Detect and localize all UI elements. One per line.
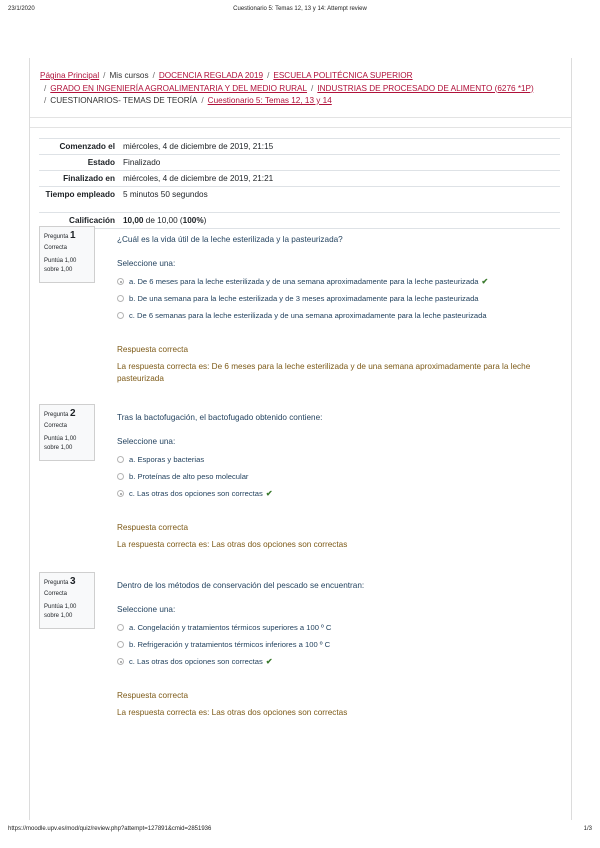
question-number: 3: [70, 576, 76, 587]
answer-option-3b[interactable]: [117, 636, 562, 653]
grade-close: ): [203, 216, 207, 225]
breadcrumb-course-link[interactable]: INDUSTRIAS DE PROCESADO DE ALIMENTO (6276 *1P): [317, 83, 534, 93]
question-content-3: [117, 580, 562, 719]
check-icon: ✔: [265, 489, 273, 498]
question-text-3: Dentro de los métodos de conservación del pescado se encuentran:: [117, 581, 365, 590]
answer-text: a. Esporas y bacterias: [129, 455, 205, 464]
breadcrumb-home-link[interactable]: Página Principal: [40, 71, 100, 80]
breadcrumb-separator: /: [44, 83, 47, 93]
radio-icon[interactable]: [117, 312, 124, 319]
print-page-number: 1/3: [583, 826, 592, 832]
question-number-3: [44, 577, 90, 588]
breadcrumb: [40, 70, 560, 108]
breadcrumb-separator: /: [267, 71, 270, 80]
print-title: Cuestionario 5: Temas 12, 13 y 14: Attempt review: [233, 6, 367, 12]
radio-icon[interactable]: [117, 624, 124, 631]
answer-option-2a[interactable]: [117, 451, 562, 468]
summary-row-started: [39, 139, 560, 155]
feedback-status-2: Respuesta correcta: [117, 523, 188, 532]
question-grade-1: Puntúa 1,00 sobre 1,00: [44, 258, 77, 273]
radio-icon[interactable]: [117, 473, 124, 480]
radio-icon[interactable]: [117, 295, 124, 302]
question-info-1: [39, 226, 95, 283]
attempt-summary-table: [39, 138, 560, 229]
answer-option-2c[interactable]: [117, 485, 562, 502]
answer-text: b. Proteínas de alto peso molecular: [129, 472, 249, 481]
answer-option-2b[interactable]: [117, 468, 562, 485]
radio-icon[interactable]: [117, 278, 124, 285]
print-header: [8, 6, 592, 18]
breadcrumb-separator: /: [311, 83, 314, 93]
answer-option-1b[interactable]: [117, 290, 562, 307]
print-footer: [8, 826, 592, 836]
breadcrumb-grado-link[interactable]: GRADO EN INGENIERÍA AGROALIMENTARIA Y DEL MEDIO RURAL: [50, 83, 308, 93]
breadcrumb-separator: /: [103, 71, 106, 80]
question-label: Pregunta: [44, 234, 69, 240]
answer-text: b. De una semana para la leche esterilizada y de 3 meses aproximadamente para la leche pasteurizada: [129, 294, 479, 303]
radio-icon[interactable]: [117, 641, 124, 648]
page-frame-right: [571, 58, 572, 820]
question-grade-3: Puntúa 1,00 sobre 1,00: [44, 604, 77, 619]
right-answer-1: La respuesta correcta es: De 6 meses para la leche esterilizada y de una semana aproximadamente para la leche pasteurizada: [117, 361, 531, 383]
breadcrumb-separator: /: [44, 96, 47, 105]
started-value: miércoles, 4 de diciembre de 2019, 21:15: [119, 139, 560, 155]
answer-prompt-2: Seleccione una:: [117, 437, 176, 446]
answer-option-1c[interactable]: [117, 307, 562, 324]
answer-text: a. Congelación y tratamientos térmicos superiores a 100 º C: [129, 623, 332, 632]
answer-option-3a[interactable]: [117, 619, 562, 636]
state-label: Estado: [39, 155, 119, 171]
breadcrumb-escuela-link[interactable]: ESCUELA POLITÉCNICA SUPERIOR: [273, 71, 413, 80]
grade-percent: 100%: [182, 216, 204, 225]
right-answer-3: La respuesta correcta es: Las otras dos opciones son correctas: [117, 707, 348, 717]
question-formulation-2: [117, 412, 562, 502]
grade-value-cell: [119, 213, 560, 229]
answer-text: c. De 6 semanas para la leche esterilizada y de una semana aproximadamente para la leche pasteurizada: [129, 311, 487, 320]
answer-prompt-3: Seleccione una:: [117, 605, 176, 614]
question-number: 2: [70, 408, 76, 419]
summary-row-finished: [39, 171, 560, 187]
question-number: 1: [70, 230, 76, 241]
summary-row-state: [39, 155, 560, 171]
grade-value: 10,00: [123, 216, 144, 225]
question-feedback-1: [117, 344, 562, 386]
answer-prompt-1: Seleccione una:: [117, 259, 176, 268]
breadcrumb-separator: /: [152, 71, 155, 80]
check-icon: ✔: [481, 277, 489, 286]
radio-icon[interactable]: [117, 658, 124, 665]
question-state-2: Correcta: [44, 423, 68, 429]
grade-rest: de 10,00 (: [143, 216, 183, 225]
feedback-status-3: Respuesta correcta: [117, 691, 188, 700]
question-label: Pregunta: [44, 580, 69, 586]
answer-text: c. Las otras dos opciones son correctas: [129, 657, 263, 666]
grade-label: Calificación: [39, 213, 119, 229]
breadcrumb-my-courses[interactable]: Mis cursos: [109, 71, 149, 80]
answer-text: b. Refrigeración y tratamientos térmicos inferiores a 100 º C: [129, 640, 331, 649]
finished-label: Finalizado en: [39, 171, 119, 187]
check-icon: ✔: [265, 657, 273, 666]
question-feedback-3: [117, 690, 562, 719]
summary-row-grade: [39, 213, 560, 229]
radio-icon[interactable]: [117, 490, 124, 497]
answer-option-3c[interactable]: [117, 653, 562, 670]
question-text-2: Tras la bactofugación, el bactofugado obtenido contiene:: [117, 413, 323, 422]
question-number-1: [44, 231, 90, 242]
question-state-3: Correcta: [44, 591, 68, 597]
time-value: 5 minutos 50 segundos: [119, 187, 560, 213]
question-content-1: [117, 234, 562, 386]
question-content-2: [117, 412, 562, 551]
question-info-2: [39, 404, 95, 461]
print-url: https://moodle.upv.es/mod/quiz/review.php?attempt=127891&cmid=2851936: [8, 826, 212, 832]
time-label: Tiempo empleado: [39, 187, 119, 213]
breadcrumb-section[interactable]: CUESTIONARIOS- TEMAS DE TEORÍA: [50, 96, 198, 105]
started-label: Comenzado el: [39, 139, 119, 155]
right-answer-2: La respuesta correcta es: Las otras dos opciones son correctas: [117, 539, 348, 549]
question-feedback-2: [117, 522, 562, 551]
question-formulation-1: [117, 234, 562, 324]
print-date: 23/1/2020: [8, 6, 35, 12]
breadcrumb-quiz-link[interactable]: Cuestionario 5: Temas 12, 13 y 14: [207, 96, 332, 105]
summary-row-time: [39, 187, 560, 213]
question-info-3: [39, 572, 95, 629]
finished-value: miércoles, 4 de diciembre de 2019, 21:21: [119, 171, 560, 187]
question-number-2: [44, 409, 90, 420]
question-text-1: ¿Cuál es la vida útil de la leche esterilizada y la pasteurizada?: [117, 235, 343, 244]
question-formulation-3: [117, 580, 562, 670]
question-state-1: Correcta: [44, 245, 68, 251]
question-label: Pregunta: [44, 412, 69, 418]
state-value: Finalizado: [119, 155, 560, 171]
answer-text: a. De 6 meses para la leche esterilizada y de una semana aproximadamente para la leche pasteurizada: [129, 277, 479, 286]
feedback-status-1: Respuesta correcta: [117, 345, 188, 354]
answer-text: c. Las otras dos opciones son correctas: [129, 489, 263, 498]
answer-option-1a[interactable]: [117, 273, 562, 290]
breadcrumb-separator: /: [201, 96, 204, 105]
question-grade-2: Puntúa 1,00 sobre 1,00: [44, 436, 77, 451]
breadcrumb-docencia-link[interactable]: DOCENCIA REGLADA 2019: [158, 71, 264, 80]
radio-icon[interactable]: [117, 456, 124, 463]
